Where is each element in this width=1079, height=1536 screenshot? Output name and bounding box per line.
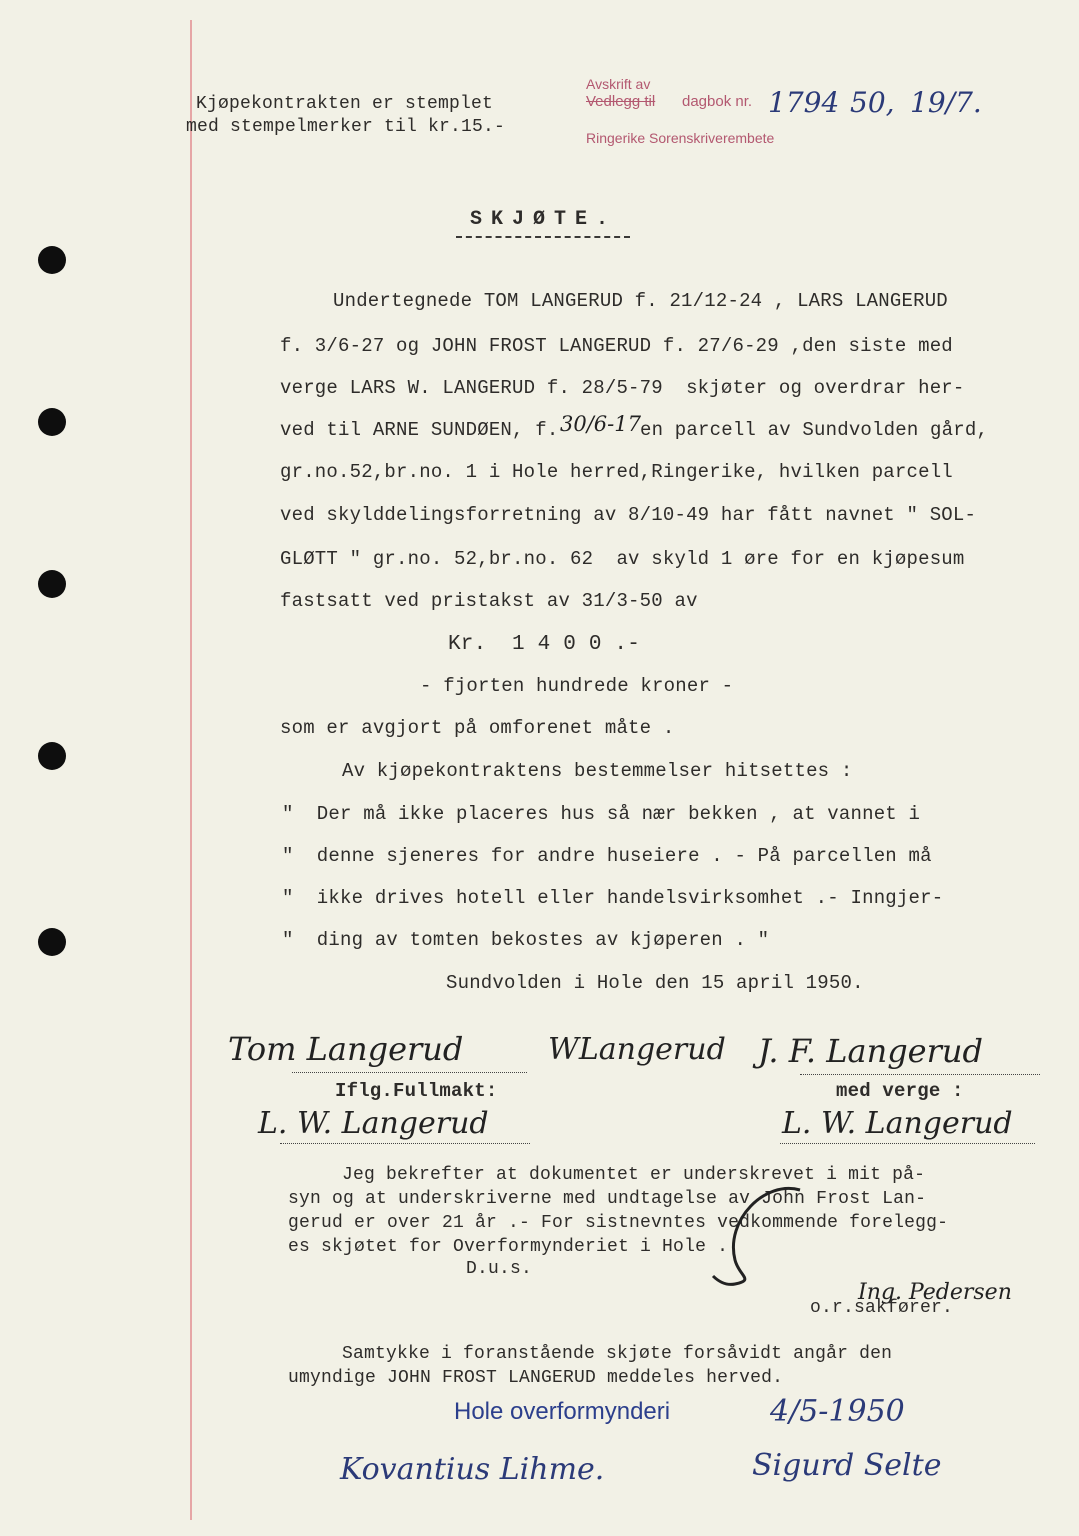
signature-line (292, 1072, 527, 1073)
punch-hole (38, 408, 66, 436)
signature-l-w-langerud: L. W. Langerud (258, 1106, 489, 1141)
body-line: en parcell av Sundvolden gård, (640, 419, 989, 441)
registry-stamp-office: Ringerike Sorenskriverembete (586, 130, 775, 146)
handwritten-year: 50, (850, 86, 895, 119)
stamp-note-line-1: Kjøpekontrakten er stemplet (196, 94, 494, 114)
body-line: GLØTT " gr.no. 52,br.no. 62 av skyld 1 øre for en kjøpesum (280, 548, 965, 570)
witness-flourish (705, 1180, 825, 1290)
stamp-note-line-2: med stempelmerker til kr.15.- (186, 117, 506, 137)
registry-stamp-struck: Vedlegg til (586, 93, 656, 110)
by-power-of-attorney-label: Iflg.Fullmakt: (335, 1080, 498, 1102)
signature-tom-langerud: Tom Langerud (228, 1030, 464, 1068)
consent-line: umyndige JOHN FROST LANGERUD meddeles herved. (288, 1368, 784, 1388)
body-line: Undertegnede TOM LANGERUD f. 21/12-24 , LARS LANGERUD (333, 290, 948, 312)
witness-line: Jeg bekrefter at dokumentet er underskrevet i mit på- (342, 1165, 926, 1185)
handwritten-consent-date: 4/5-1950 (770, 1394, 905, 1429)
body-line: Av kjøpekontraktens bestemmelser hitsettes : (342, 760, 853, 782)
document-title: SKJØTE. (470, 208, 618, 231)
place-and-date: Sundvolden i Hole den 15 april 1950. (446, 972, 864, 994)
handwritten-dagbok-number: 1794 (768, 86, 840, 119)
witness-signature: Ing. Pedersen (858, 1280, 1012, 1305)
title-underline (456, 236, 630, 238)
signature-w-langerud: WLangerud (548, 1032, 726, 1067)
punch-hole (38, 928, 66, 956)
body-line: ved skylddelingsforretning av 8/10-49 har fått navnet " SOL- (280, 504, 977, 526)
punch-hole (38, 246, 66, 274)
quoted-condition: " denne sjeneres for andre huseiere . - På parcellen må (282, 845, 932, 867)
handwritten-birthdate: 30/6-17 (560, 412, 641, 436)
witness-line: es skjøtet for Overformynderiet i Hole . (288, 1237, 729, 1257)
handwritten-date: 19/7. (910, 86, 982, 119)
hole-overformynderi-stamp: Hole overformynderi (454, 1398, 671, 1425)
signature-line (800, 1074, 1040, 1075)
punch-hole (38, 742, 66, 770)
body-line: ved til ARNE SUNDØEN, f. (280, 419, 559, 441)
witness-line: syn og at underskriverne med undtagelse av John Frost Lan- (288, 1189, 927, 1209)
signature-l-w-langerud-guardian: L. W. Langerud (782, 1106, 1013, 1141)
body-line: gr.no.52,br.no. 1 i Hole herred,Ringerike, hvilken parcell (280, 461, 953, 483)
purchase-amount: Kr. 1 4 0 0 .- (448, 633, 641, 656)
consent-line: Samtykke i foranstående skjøte forsåvidt angår den (342, 1344, 893, 1364)
quoted-condition: " ding av tomten bekostes av kjøperen . " (282, 929, 770, 951)
witness-line: gerud er over 21 år .- For sistnevntes vedkommende forelegg- (288, 1213, 949, 1233)
amount-in-words: - fjorten hundrede kroner - (420, 675, 734, 697)
signature-line (280, 1143, 530, 1144)
quoted-condition: " Der må ikke placeres hus så nær bekken , at vannet i (282, 803, 921, 825)
body-line: fastsatt ved pristakst av 31/3-50 av (280, 590, 698, 612)
red-margin-line (190, 20, 192, 1520)
witness-dus: D.u.s. (466, 1259, 533, 1279)
registry-stamp-line-1: Avskrift av (586, 76, 651, 92)
body-line: verge LARS W. LANGERUD f. 28/5-79 skjøter og overdrar her- (280, 377, 965, 399)
signature-overformynder-1: Kovantius Lihme. (340, 1452, 605, 1487)
signature-j-f-langerud: J. F. Langerud (758, 1032, 983, 1070)
registry-stamp-dagbok: dagbok nr. (682, 93, 753, 110)
with-guardian-label: med verge : (836, 1080, 964, 1102)
body-line: som er avgjort på omforenet måte . (280, 717, 675, 739)
signature-line (780, 1143, 1035, 1144)
quoted-condition: " ikke drives hotell eller handelsvirksomhet .- Inngjer- (282, 887, 944, 909)
signature-overformynder-2: Sigurd Selte (752, 1448, 942, 1483)
witness-title: o.r.sakfører. (810, 1298, 954, 1318)
body-line: f. 3/6-27 og JOHN FROST LANGERUD f. 27/6-29 ,den siste med (280, 335, 953, 357)
punch-hole (38, 570, 66, 598)
